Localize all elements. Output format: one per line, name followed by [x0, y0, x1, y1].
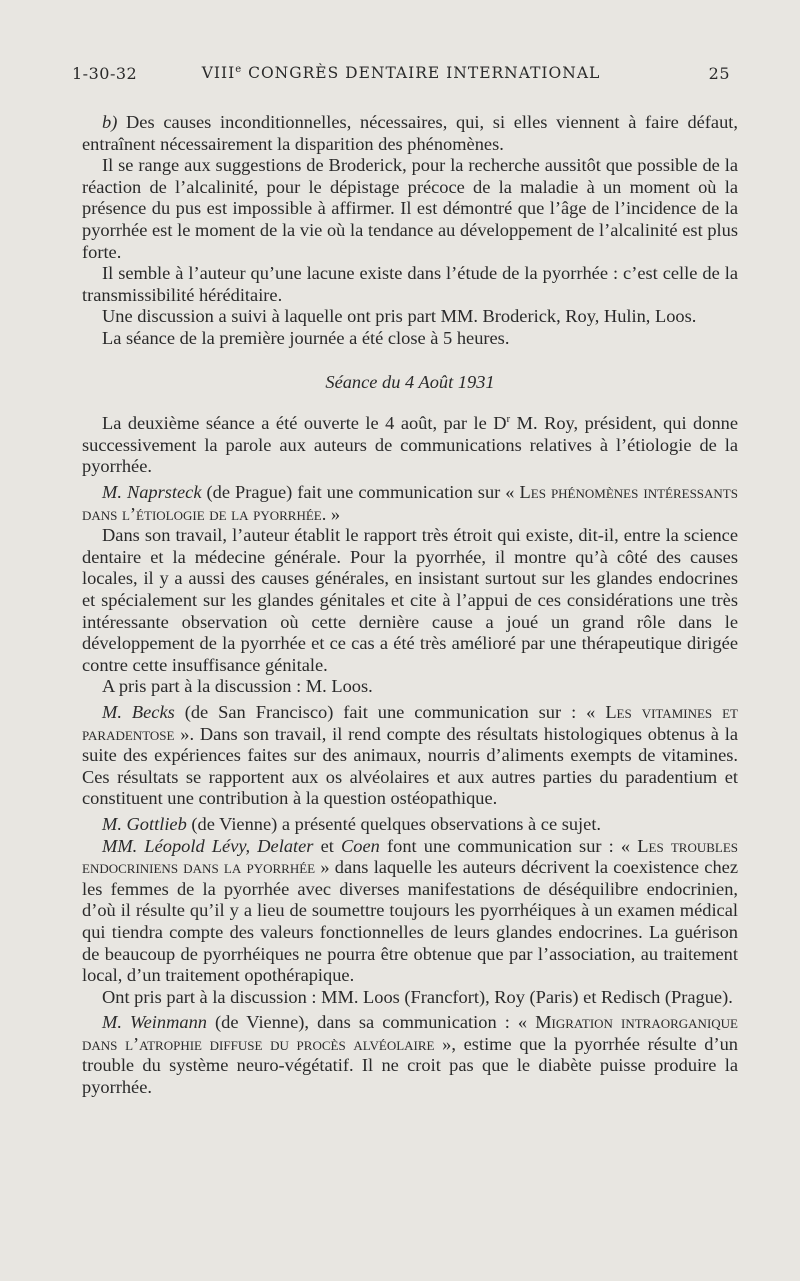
- author-weinmann: M. Weinmann: [102, 1012, 207, 1033]
- paragraph-14-pre: (de Vienne), dans sa communication : «: [206, 1012, 536, 1033]
- paragraph-10-post: ». Dans son travail, il rend compte des résultats histologiques obtenus à la suite des expériences faites sur des animaux, nourris d’aliments exempts de vitamines. Ces résultats se rapportent aux os alvéolaires et aux autres parties du paradentium et constituent une contribution à la question ostéopathique.: [82, 723, 738, 809]
- paragraph-14: [82, 1012, 738, 1098]
- paragraph-12-mid: et: [313, 835, 342, 856]
- paragraph-7-post: »: [326, 503, 341, 524]
- paragraph-10: [82, 702, 738, 810]
- list-label: b): [102, 112, 118, 132]
- communication-title: Migration intraorganique dans l’atrophie diffuse du procès alvéolaire: [82, 1012, 738, 1054]
- header-title-rest: CONGRÈS DENTAIRE INTERNATIONAL: [242, 64, 601, 83]
- paragraph-13: Ont pris part à la discussion : MM. Loos (Francfort), Roy (Paris) et Redisch (Prague).: [102, 986, 733, 1007]
- header-date-ref: 1-30-32: [72, 64, 138, 83]
- header-title-prefix: VIII: [201, 64, 236, 83]
- communication-title: Les phénomènes intéressants dans l’étiologie de la pyorrhée.: [82, 482, 738, 524]
- page-number: 25: [708, 64, 730, 83]
- section-heading: Séance du 4 Août 1931: [325, 371, 495, 392]
- paragraph-5: La séance de la première journée a été close à 5 heures.: [102, 327, 510, 348]
- paragraph-6-sup: r: [506, 413, 511, 426]
- paragraph-2: Il se range aux suggestions de Broderick, pour la recherche aussitôt que possible de la réaction de l’alcalinité, pour le dépistage précoce de la maladie à un moment où la présence du pus est impossible à affirmer. Il est démontré que l’âge de l’incidence de la pyorrhée est le moment de la vie où la tendance au développement de l’alcalinité est plus forte.: [82, 155, 738, 262]
- paragraph-6-pre: La deuxième séance a été ouverte le 4 août, par le D: [102, 413, 507, 434]
- header-title-sup: e: [235, 64, 243, 75]
- body-text: [82, 112, 738, 1099]
- paragraph-14-post: », estime que la pyorrhée résulte d’un trouble du système neuro-végétatif. Il ne croit pas que le diabète puisse produire la pyorrhée.: [82, 1033, 738, 1098]
- author-gottlieb: M. Gottlieb: [102, 813, 187, 834]
- running-header: [72, 64, 730, 90]
- paragraph-12-post: » dans laquelle les auteurs décrivent la coexistence chez les femmes de la pyorrhée avec diverses manifestations de déséquilibre endocrinien, d’où il résulte qu’il y a lieu de soumettre toujours les pyorrhéiques à un examen médical qui tiendra compte des valeurs fonctionnelles de leurs glandes endocrines. La guérison de beaucoup de pyorrhéiques ne pourra être obtenue que par l’association, au traitement local, d’un traitement opothérapique.: [82, 857, 738, 986]
- communication-title: Les troubles endocriniens dans la pyorrhée: [82, 835, 739, 878]
- paragraph-12-pre: font une communication sur : «: [379, 835, 638, 856]
- paragraph-1-text: Des causes inconditionnelles, nécessaires, qui, si elles viennent à faire défaut, entraînent nécessairement la disparition des phénomènes.: [82, 112, 738, 154]
- paragraph-10-pre: (de San Francisco) fait une communication sur : «: [174, 701, 606, 722]
- header-title: [72, 64, 730, 82]
- paragraph-4: Une discussion a suivi à laquelle ont pris part MM. Broderick, Roy, Hulin, Loos.: [102, 306, 697, 327]
- paragraph-7: [82, 482, 738, 525]
- paragraph-6: [82, 409, 738, 478]
- paragraph-6-post: M. Roy, président, qui donne successivement la parole aux auteurs de communications relatives à l’étiologie de la pyorrhée.: [82, 413, 738, 477]
- paragraph-11-post: (de Vienne) a présenté quelques observations à ce sujet.: [186, 813, 602, 834]
- paragraph-7-pre: (de Prague) fait une communication sur «: [201, 482, 520, 503]
- paragraph-3: Il semble à l’auteur qu’une lacune existe dans l’étude de la pyorrhée : c’est celle de la transmissibilité héréditaire.: [82, 263, 738, 305]
- communication-title: Les vitamines et paradentose: [82, 701, 738, 744]
- paragraph-1: [82, 112, 738, 155]
- author-naprsteck: M. Naprsteck: [102, 482, 202, 503]
- paragraph-11: [82, 814, 738, 836]
- paragraph-9: A pris part à la discussion : M. Loos.: [102, 676, 373, 697]
- author-becks: M. Becks: [102, 701, 175, 722]
- paragraph-8: Dans son travail, l’auteur établit le rapport très étroit qui existe, dit-il, entre la science dentaire et la médecine générale. Pour la pyorrhée, il montre qu’à côté des causes locales, il y a aussi des causes générales, en insistant surtout sur les glandes endocrines et spécialement sur les glandes génitales et cite à l’appui de ces considérations une très intéressante observation où cette dernière cause a joué un grand rôle dans le développement de la pyorrhée et ce cas a été très amélioré par une thérapeutique dirigée contre cette insuffisance génitale.: [82, 525, 738, 675]
- author-coen: Coen: [341, 835, 380, 856]
- author-levy-delater: MM. Léopold Lévy, Delater: [102, 835, 314, 856]
- paragraph-12: [82, 836, 738, 987]
